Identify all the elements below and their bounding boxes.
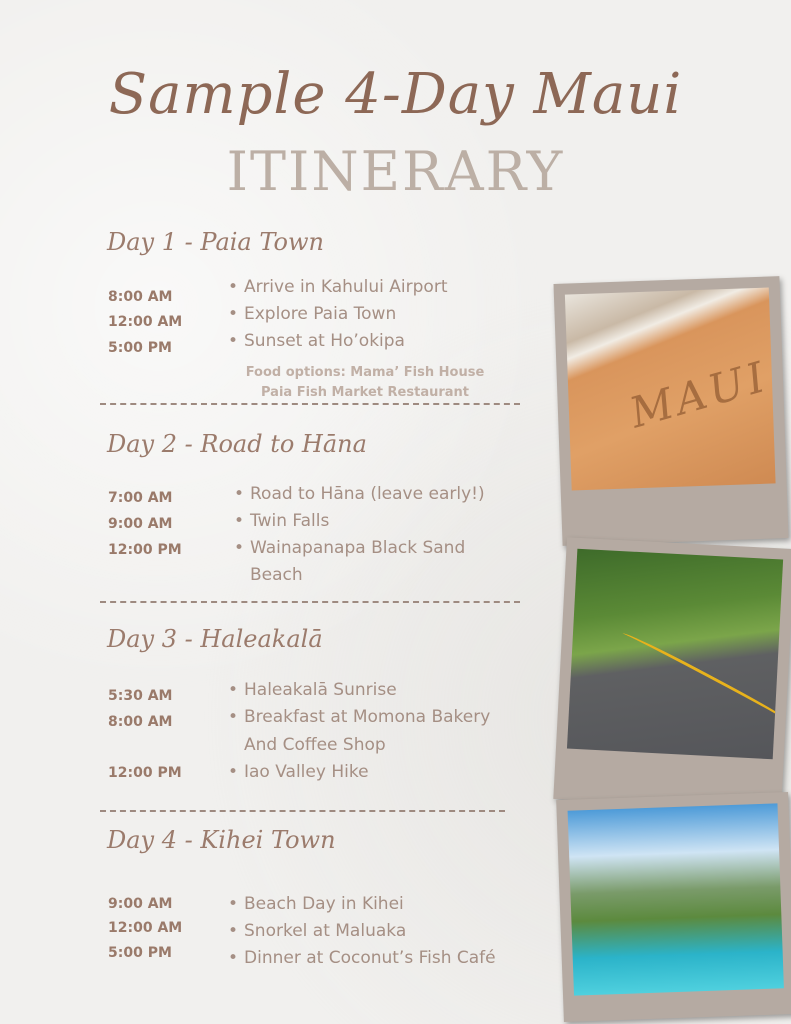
item-text: Breakfast at Momona Bakery xyxy=(244,707,491,727)
item-text: Beach Day in Kihei xyxy=(244,894,404,914)
time: 5:00 PM xyxy=(108,340,172,356)
food-line: Paia Fish Market Restaurant xyxy=(261,385,469,400)
time: 12:00 PM xyxy=(108,542,182,558)
list-item: • Dinner at Coconut’s Fish Café xyxy=(228,948,496,968)
list-item: • Haleakalā Sunrise xyxy=(228,680,397,700)
list-item-continued xyxy=(228,735,386,755)
item-text: Iao Valley Hike xyxy=(244,762,369,782)
list-item: • Arrive in Kahului Airport xyxy=(228,277,448,297)
time: 8:00 AM xyxy=(108,714,173,730)
list-item-continued xyxy=(234,565,303,585)
list-item: • Iao Valley Hike xyxy=(228,762,369,782)
time: 9:00 AM xyxy=(108,516,173,532)
road-photo xyxy=(567,549,783,760)
time: 12:00 AM xyxy=(108,314,183,330)
time: 5:00 PM xyxy=(108,945,172,961)
page-subtitle: ITINERARY xyxy=(226,140,565,203)
divider xyxy=(100,810,505,812)
list-item: • Sunset at Ho’okipa xyxy=(228,331,405,351)
food-options xyxy=(200,363,530,403)
time: 12:00 AM xyxy=(108,920,183,936)
item-text: Twin Falls xyxy=(250,511,330,531)
page-title: Sample 4-Day Maui xyxy=(108,62,683,127)
sand-photo xyxy=(565,288,776,491)
item-text: Arrive in Kahului Airport xyxy=(244,277,448,297)
coast-photo xyxy=(568,803,784,995)
road-line xyxy=(620,630,783,732)
list-item: • Road to Hāna (leave early!) xyxy=(234,484,485,504)
sand-writing: MAUI xyxy=(624,351,774,438)
list-item: • Twin Falls xyxy=(234,511,330,531)
time: 5:30 AM xyxy=(108,688,173,704)
polaroid-beach-sand xyxy=(553,276,788,546)
list-item: • Wainapanapa Black Sand xyxy=(234,538,466,558)
item-text: Beach xyxy=(250,565,303,585)
time: 12:00 PM xyxy=(108,765,182,781)
item-text: Haleakalā Sunrise xyxy=(244,680,397,700)
day-4-heading: Day 4 - Kihei Town xyxy=(107,826,336,854)
divider xyxy=(100,601,520,603)
list-item: • Explore Paia Town xyxy=(228,304,397,324)
divider xyxy=(100,403,520,405)
item-text: Road to Hāna (leave early!) xyxy=(250,484,485,504)
item-text: Sunset at Ho’okipa xyxy=(244,331,405,351)
time: 9:00 AM xyxy=(108,896,173,912)
item-text: Dinner at Coconut’s Fish Café xyxy=(244,948,496,968)
day-3-heading: Day 3 - Haleakalā xyxy=(107,625,323,653)
day-1-heading: Day 1 - Paia Town xyxy=(107,228,324,256)
list-item: • Beach Day in Kihei xyxy=(228,894,404,914)
time: 8:00 AM xyxy=(108,289,173,305)
list-item: • Breakfast at Momona Bakery xyxy=(228,707,491,727)
food-line: Food options: Mama’ Fish House xyxy=(245,365,485,380)
day-2-heading: Day 2 - Road to Hāna xyxy=(107,430,367,458)
item-text: Wainapanapa Black Sand xyxy=(250,538,466,558)
item-text: Explore Paia Town xyxy=(244,304,397,324)
time: 7:00 AM xyxy=(108,490,173,506)
polaroid-coastline xyxy=(556,792,791,1022)
list-item: • Snorkel at Maluaka xyxy=(228,921,407,941)
item-text: Snorkel at Maluaka xyxy=(244,921,407,941)
item-text: And Coffee Shop xyxy=(244,735,386,755)
polaroid-road-to-hana xyxy=(553,537,791,811)
